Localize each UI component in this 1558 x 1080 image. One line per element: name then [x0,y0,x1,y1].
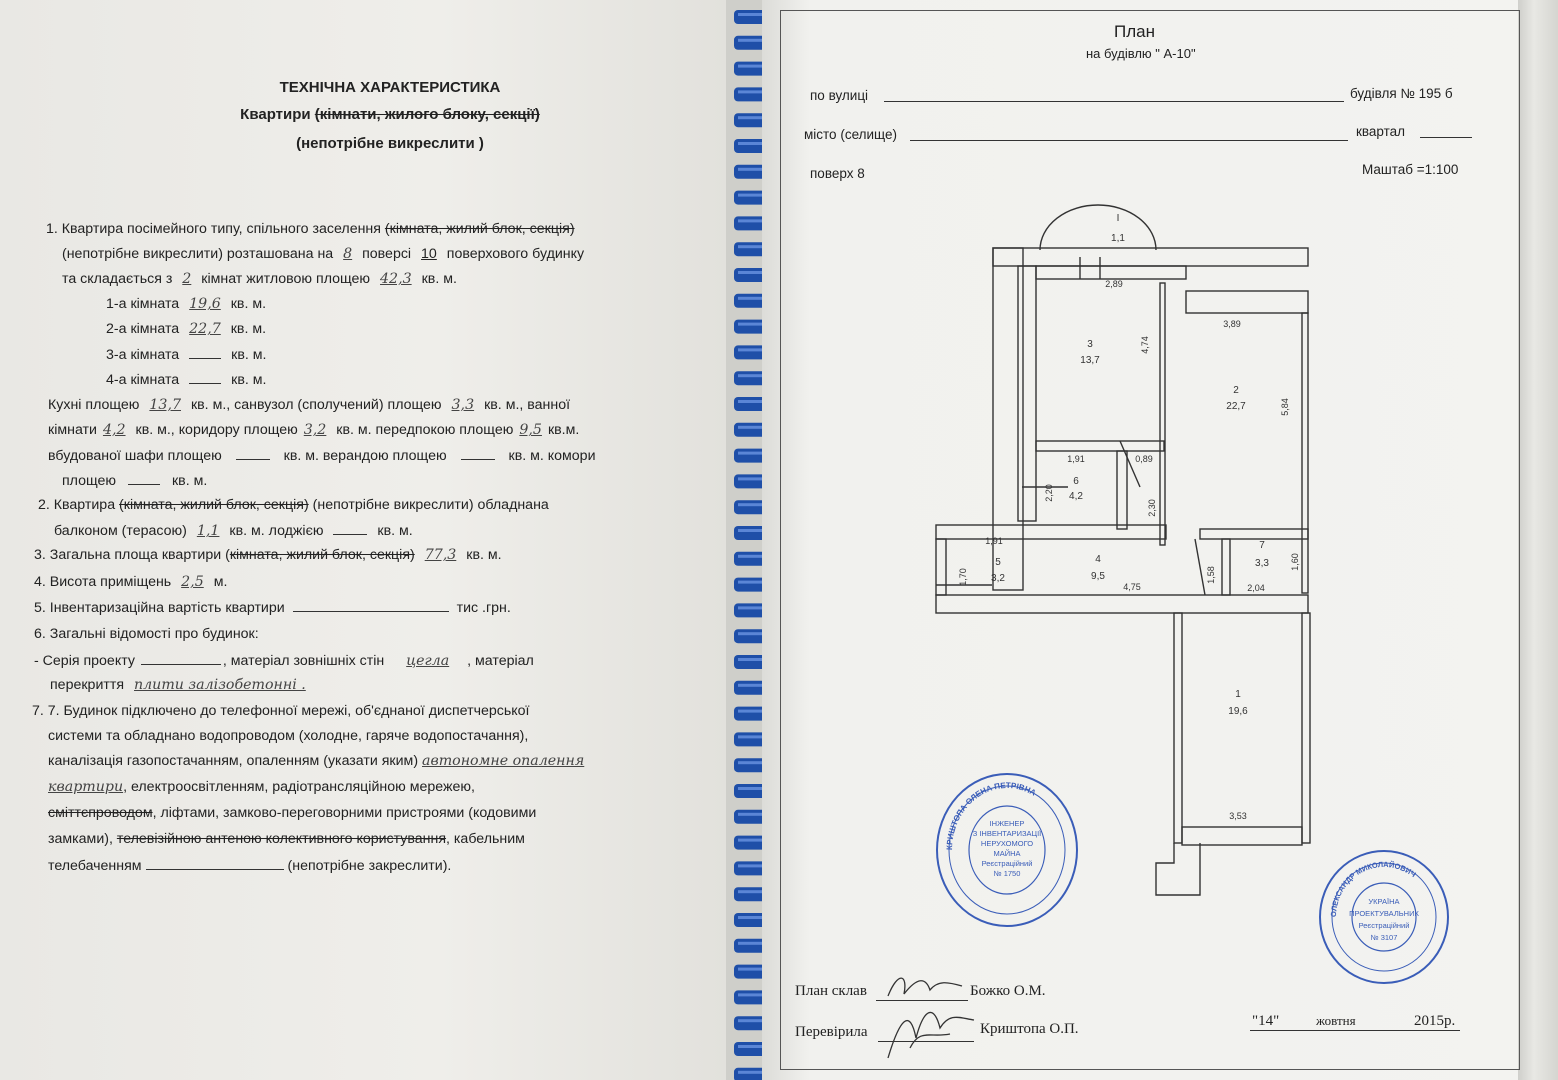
binding-coil-highlight [738,142,762,145]
label-1-area: 1,1 [1111,233,1125,244]
document-subtitle: Квартири (кімнати, жилого блоку, секції) [240,106,540,123]
binding-coil-highlight [738,890,762,893]
binding-coil-highlight [738,581,762,584]
room-3-line: 3-а кімната кв. м. [106,347,267,363]
compiled-name: Божко О.М. [970,983,1046,999]
storage-line: площею кв. м. [62,473,208,489]
binding-coil-highlight [738,1045,762,1048]
binding-coil-highlight [738,245,762,248]
binding-coil-highlight [738,942,762,945]
binding-coil-highlight [738,503,762,506]
p7-line3: каналізація газопостачанням, опаленням (указати яким) автономне опалення [48,753,585,769]
binding-coil-highlight [738,787,762,790]
stamp-inventory-engineer [932,770,1082,930]
binding-coil-highlight [738,813,762,816]
dim-1-91b: 1,91 [985,536,1003,546]
total-area-value: 77,3 [424,547,457,563]
date-day: "14" [1252,1013,1280,1029]
svg-text:Реєстраційний: Реєстраційний [981,859,1033,868]
compiled-label: План склав [795,983,867,999]
page-edge [1518,0,1558,1080]
binding-coil-highlight [738,529,762,532]
room-1-line: 1-а кімната 19,6 кв. м. [106,296,267,312]
dim-5-84: 5,84 [1280,398,1290,416]
rooms-count-value: 2 [182,271,192,287]
svg-text:З ІНВЕНТАРИЗАЦІЇ: З ІНВЕНТАРИЗАЦІЇ [972,829,1042,838]
binding-coil-highlight [738,168,762,171]
binding-coil-highlight [738,271,762,274]
dim-3-89: 3,89 [1223,319,1241,329]
binding-coil-highlight [738,710,762,713]
dim-1-58: 1,58 [1206,566,1216,584]
plan-subtitle: на будівлю " А-10" [1086,46,1196,61]
binding-coil-highlight [738,65,762,68]
p7-line7: телебаченням (непотрібне закреслити). [48,858,452,874]
svg-text:УКРАЇНА: УКРАЇНА [1368,897,1400,906]
document-title: ТЕХНІЧНА ХАРАКТЕРИСТИКА [279,79,501,96]
p1-line3: та складається з 2 кімнат житловою площею 42,3 кв. м. [62,271,457,287]
binding-coil-highlight [738,13,762,16]
label-6-area: 4,2 [1069,491,1083,502]
binding-coil-highlight [738,374,762,377]
svg-text:НЕРУХОМОГО: НЕРУХОМОГО [980,839,1034,848]
dim-0-89: 0,89 [1135,454,1153,464]
checked-label: Перевірила [795,1024,868,1040]
binding-coil-highlight [738,761,762,764]
binding-coil-highlight [738,90,762,93]
label-7-area: 3,3 [1255,558,1269,569]
label-4-area: 9,5 [1091,571,1105,582]
dim-2-30: 2,30 [1147,499,1157,517]
label-6-num: 6 [1073,476,1079,487]
p6-series-line: - Серія проекту , матеріал зовнішніх стін цегла , матеріал [34,653,534,669]
binding-coil-highlight [738,839,762,842]
svg-text:ПРОЕКТУВАЛЬНИК: ПРОЕКТУВАЛЬНИК [1349,909,1419,918]
binding-coil-highlight [738,116,762,119]
binding-coil-highlight [738,632,762,635]
binding-coil-highlight [738,968,762,971]
balcony-value: 1,1 [196,523,220,539]
kitchen-line: Кухні площею 13,7 кв. м., санвузол (сполучений) площею 3,3 кв. м., ванної [48,397,571,413]
stamp1-ring-text: КРИШТОПА ОЛЕНА ПЕТРІВНА [944,780,1038,851]
binding-coil-highlight [738,400,762,403]
label-3-num: 3 [1087,339,1093,350]
wall-material-value: цегла [406,653,450,669]
p2-line1: 2. Квартира (кімната, жилий блок, секція) (непотрібне викреслити) обладнана [38,497,549,513]
floor-value: 8 [343,246,353,262]
label-3-area: 13,7 [1080,355,1100,366]
binding-coil-highlight [738,426,762,429]
binding-coil-highlight [738,1071,762,1074]
checked-signature [880,998,980,1068]
living-area-value: 42,3 [380,271,412,287]
balcony-arc [1040,205,1156,250]
binding-coil-highlight [738,39,762,42]
p7-line6: замками), телевізійною антеною колективного користування, кабельним [48,831,525,847]
stamp-designer [1316,848,1452,986]
label-2-num: 2 [1233,385,1239,396]
label-7-num: 7 [1259,540,1265,551]
p3-line: 3. Загальна площа квартири (кімната, жилий блок, секція) 77,3 кв. м. [34,547,502,563]
room-4-line: 4-а кімната кв. м. [106,372,267,388]
svg-text:ІНЖЕНЕР: ІНЖЕНЕР [989,819,1025,828]
binding-coil-highlight [738,684,762,687]
p7-line5: сміттєпроводом, ліфтами, замково-переговорними пристроями (кодовими [48,805,537,821]
dim-1-91: 1,91 [1067,454,1085,464]
quarter-label: квартал [1356,124,1406,139]
city-label: місто (селище) [804,127,898,142]
binding-coil-highlight [738,194,762,197]
dim-4-75: 4,75 [1123,582,1141,592]
label-1b-num: 1 [1235,689,1241,700]
heating-value: автономне опалення [422,753,585,769]
floor-label: поверх 8 [810,166,865,181]
binding-coil-highlight [738,993,762,996]
height-value: 2,5 [181,574,204,590]
p7-line1: 7. 7. Будинок підключено до телефонної мережі, об'єднаної диспетчерської [32,703,530,719]
plan-title: План [1114,22,1155,41]
dim-3-53: 3,53 [1229,811,1247,821]
binding-coil-highlight [738,219,762,222]
binding-coil-highlight [738,658,762,661]
wardrobe-line: вбудованої шафи площею кв. м. верандою площею кв. м. комори [48,448,596,464]
dim-2-89: 2,89 [1105,279,1123,289]
p7-line2: системи та обладнано водопроводом (холодне, гаряче водопостачання), [48,728,529,744]
binding-coil-highlight [738,916,762,919]
p6-line: 6. Загальні відомості про будинок: [34,626,259,642]
binding-coil-highlight [738,477,762,480]
scale-label: Маштаб =1:100 [1362,162,1459,177]
svg-text:№ 1750: № 1750 [993,869,1021,878]
svg-text:№ 3107: № 3107 [1370,933,1398,942]
building-label: будівля № 195 б [1350,86,1453,101]
label-5-num: 5 [995,557,1001,568]
svg-text:МАЙНА: МАЙНА [993,849,1021,858]
bath-line: кімнати 4,2 кв. м., коридору площею 3,2 кв. м. передпокою площею 9,5 кв.м. [48,422,580,438]
p1-line1: 1. Квартира посімейного типу, спільного заселення (кімната, жилий блок, секція) [46,221,575,237]
document-subtitle-note: (непотрібне викреслити ) [296,135,484,152]
dim-1-70: 1,70 [958,568,968,586]
label-1-num: I [1116,213,1120,224]
label-2-area: 22,7 [1226,401,1246,412]
p1-line2: (непотрібне викреслити) розташована на 8 поверсі 10 поверхового будинку [62,246,585,262]
binding-coil-highlight [738,606,762,609]
p6-slab-line: перекриття плити залізобетонні . [50,676,312,694]
slab-material-value: плити залізобетонні . [134,677,306,693]
p5-line: 5. Інвентаризаційна вартість квартири тис .грн. [34,600,511,616]
label-1b-area: 19,6 [1228,706,1248,717]
dim-2-04: 2,04 [1247,583,1265,593]
street-label: по вулиці [810,88,869,103]
label-5-area: 3,2 [991,573,1005,584]
p2-line2: балконом (терасою) 1,1 кв. м. лоджією кв. м. [54,523,413,539]
left-page [0,0,730,1080]
checked-name: Криштопа О.П. [980,1021,1079,1037]
binding-coil-highlight [738,864,762,867]
binding-coil-highlight [738,348,762,351]
binding-coil-highlight [738,735,762,738]
binding-coil-highlight [738,297,762,300]
svg-text:Реєстраційний: Реєстраційний [1358,921,1410,930]
dim-2-20: 2,20 [1044,484,1054,502]
stamp2-ring-text: ОЛЕКСАНДР МИКОЛАЙОВИЧ [1328,859,1418,918]
binding-coil-highlight [738,555,762,558]
room-2-line: 2-а кімната 22,7 кв. м. [106,321,267,337]
p7-line4: квартири, електроосвітленням, радіотрансляційною мережею, [48,779,475,795]
total-floors-value: 10 [421,246,437,262]
dim-4-74: 4,74 [1140,336,1150,354]
binding-coil-highlight [738,323,762,326]
p4-line: 4. Висота приміщень 2,5 м. [34,574,228,590]
binding-coil-highlight [738,452,762,455]
dim-1-60: 1,60 [1290,553,1300,571]
binding-coil-highlight [738,1019,762,1022]
date-year: 2015р. [1414,1013,1456,1029]
label-4-num: 4 [1095,554,1101,565]
date-month: жовтня [1316,1013,1356,1028]
